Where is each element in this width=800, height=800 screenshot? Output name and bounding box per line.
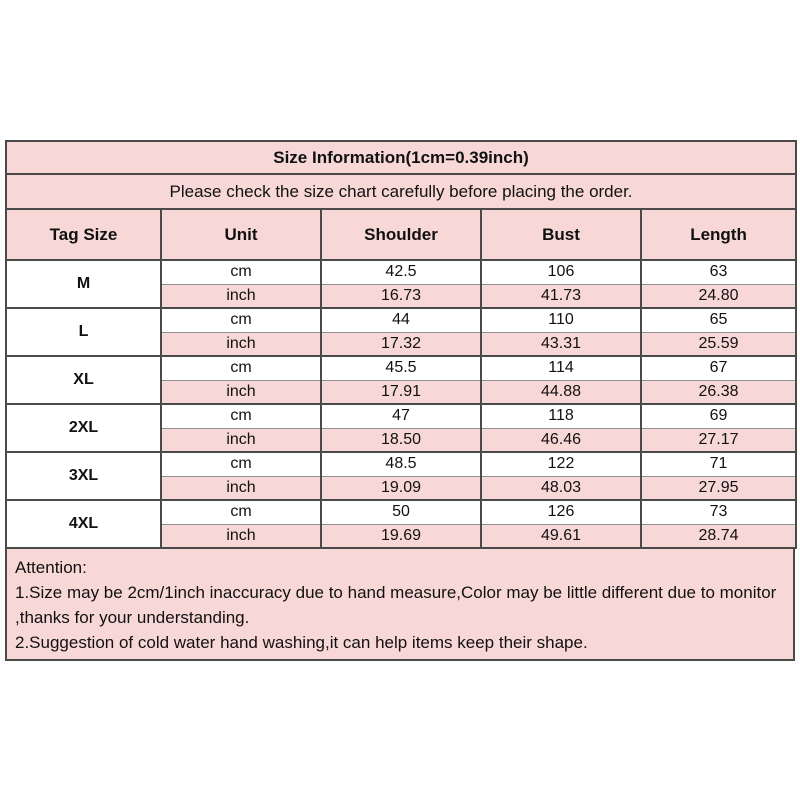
- unit-cell: cm: [161, 260, 321, 284]
- unit-cell: cm: [161, 404, 321, 428]
- unit-cell: cm: [161, 308, 321, 332]
- value-cell: 43.31: [481, 332, 641, 356]
- unit-cell: inch: [161, 332, 321, 356]
- size-chart-container: [5, 140, 795, 661]
- value-cell: 25.59: [641, 332, 796, 356]
- size-label-xl: XL: [6, 356, 161, 404]
- value-cell: 17.32: [321, 332, 481, 356]
- value-cell: 27.17: [641, 428, 796, 452]
- value-cell: 45.5: [321, 356, 481, 380]
- attention-line: ,thanks for your understanding.: [15, 608, 250, 627]
- column-header-length: Length: [641, 209, 796, 260]
- value-cell: 65: [641, 308, 796, 332]
- value-cell: 122: [481, 452, 641, 476]
- value-cell: 17.91: [321, 380, 481, 404]
- value-cell: 27.95: [641, 476, 796, 500]
- size-label-l: L: [6, 308, 161, 356]
- value-cell: 19.69: [321, 524, 481, 548]
- unit-cell: cm: [161, 356, 321, 380]
- unit-cell: inch: [161, 476, 321, 500]
- value-cell: 69: [641, 404, 796, 428]
- unit-cell: inch: [161, 284, 321, 308]
- value-cell: 28.74: [641, 524, 796, 548]
- column-header-unit: Unit: [161, 209, 321, 260]
- unit-cell: inch: [161, 524, 321, 548]
- table-title: Size Information(1cm=0.39inch): [6, 141, 796, 174]
- value-cell: 16.73: [321, 284, 481, 308]
- value-cell: 48.5: [321, 452, 481, 476]
- size-label-m: M: [6, 260, 161, 308]
- value-cell: 114: [481, 356, 641, 380]
- value-cell: 63: [641, 260, 796, 284]
- value-cell: 18.50: [321, 428, 481, 452]
- size-label-2xl: 2XL: [6, 404, 161, 452]
- attention-line: 1.Size may be 2cm/1inch inaccuracy due to hand measure,Color may be little different due to monitor: [15, 583, 777, 602]
- value-cell: 47: [321, 404, 481, 428]
- unit-cell: cm: [161, 452, 321, 476]
- attention-line: Attention:: [15, 558, 87, 577]
- attention-note: [5, 549, 795, 661]
- value-cell: 106: [481, 260, 641, 284]
- value-cell: 118: [481, 404, 641, 428]
- column-header-bust: Bust: [481, 209, 641, 260]
- size-label-4xl: 4XL: [6, 500, 161, 548]
- value-cell: 50: [321, 500, 481, 524]
- value-cell: 44.88: [481, 380, 641, 404]
- value-cell: 44: [321, 308, 481, 332]
- value-cell: 73: [641, 500, 796, 524]
- value-cell: 71: [641, 452, 796, 476]
- value-cell: 41.73: [481, 284, 641, 308]
- value-cell: 49.61: [481, 524, 641, 548]
- value-cell: 19.09: [321, 476, 481, 500]
- value-cell: 42.5: [321, 260, 481, 284]
- value-cell: 67: [641, 356, 796, 380]
- unit-cell: cm: [161, 500, 321, 524]
- unit-cell: inch: [161, 428, 321, 452]
- attention-line: 2.Suggestion of cold water hand washing,it can help items keep their shape.: [15, 633, 588, 652]
- size-chart-table: [5, 140, 797, 549]
- unit-cell: inch: [161, 380, 321, 404]
- value-cell: 24.80: [641, 284, 796, 308]
- column-header-shoulder: Shoulder: [321, 209, 481, 260]
- value-cell: 126: [481, 500, 641, 524]
- column-header-tag-size: Tag Size: [6, 209, 161, 260]
- value-cell: 48.03: [481, 476, 641, 500]
- value-cell: 26.38: [641, 380, 796, 404]
- value-cell: 46.46: [481, 428, 641, 452]
- table-subtitle: Please check the size chart carefully before placing the order.: [6, 174, 796, 209]
- value-cell: 110: [481, 308, 641, 332]
- size-label-3xl: 3XL: [6, 452, 161, 500]
